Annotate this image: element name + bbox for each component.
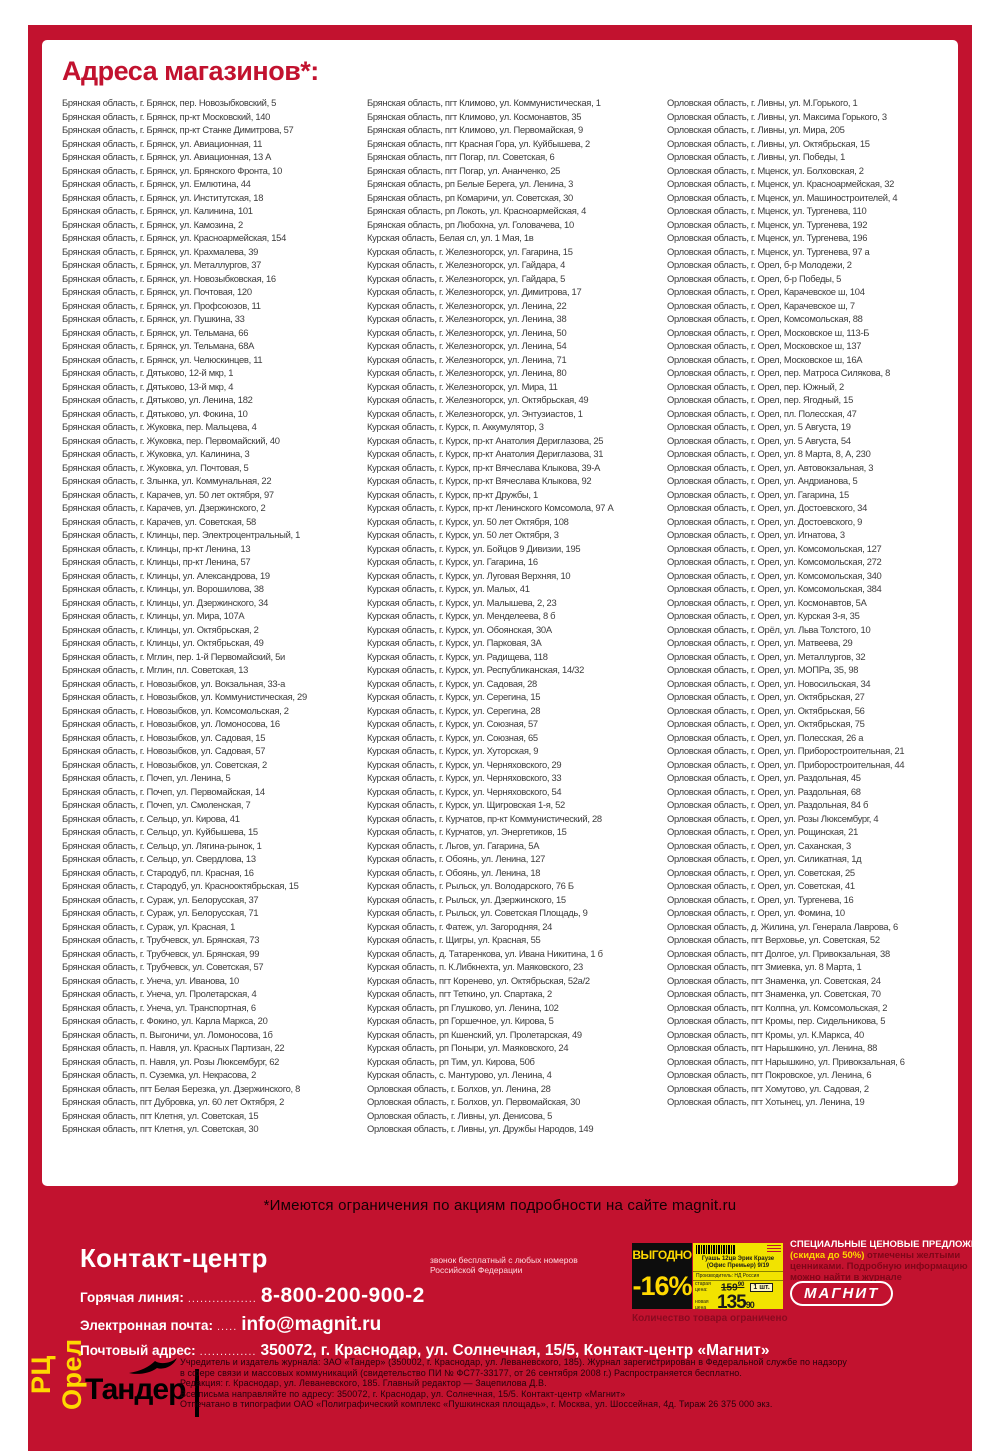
address-line: Брянская область, г. Брянск, ул. Емлютина, 44	[62, 178, 251, 189]
tag-new-price: 13590	[717, 1292, 754, 1309]
address-line: Брянская область, г. Унеча, ул. Транспортная, 6	[62, 1001, 256, 1013]
address-line: Брянская область, г. Сураж, ул. Белорусская, 71	[62, 907, 259, 918]
address-line: Брянская область, г. Мглин, пл. Советская, 13	[62, 664, 249, 675]
address-line: Брянская область, рп Локоть, ул. Красноармейская, 4	[367, 205, 587, 216]
address-line: Брянская область, г. Жуковка, ул. Почтовая, 5	[62, 461, 249, 473]
address-line: Орловская область, г. Орел, ул. Игнатова, 3	[667, 529, 845, 540]
email-address: info@magnit.ru	[241, 1314, 382, 1335]
hotline-label: Горячая линия:	[80, 1290, 184, 1305]
address-line: Орловская область, г. Орел, Московское ш, 113-Б	[667, 326, 870, 338]
tag-new-price-label: новая цена	[695, 1299, 709, 1309]
address-line: Брянская область, пгт Климово, ул. Космонавтов, 35	[367, 110, 582, 122]
address-line: Брянская область, г. Фокино, ул. Карла Маркса, 20	[62, 1015, 268, 1026]
address-line: Брянская область, г. Брянск, ул. Почтовая, 120	[62, 286, 252, 297]
address-column-2	[367, 96, 667, 1136]
address-line: Брянская область, г. Брянск, ул. Тельмана, 68А	[62, 340, 255, 351]
tag-old-price: $159^{90}$	[721, 1282, 745, 1294]
address-line: Орловская область, г. Ливны, ул. Победы, 1	[667, 151, 846, 162]
legal-line: Все письма направляйте по адресу: 350072, г. Краснодар, ул. Солнечная, 15/5. Контакт-центр «Магнит»	[180, 1388, 626, 1399]
address-line: Орловская область, г. Мценск, ул. Болховская, 2	[667, 164, 864, 176]
address-line: Орловская область, г. Орел, ул. Фомина, 10	[667, 907, 845, 918]
address-line: Орловская область, г. Орел, ул. Полесская, 26 а	[667, 731, 864, 743]
address-line: Брянская область, г. Брянск, ул. Институтская, 18	[62, 191, 264, 203]
address-line: Орловская область, г. Орел, ул. Космонавтов, 5А	[667, 596, 867, 608]
address-line: Брянская область, г. Клинцы, пер. Электроцентральный, 1	[62, 529, 301, 540]
address-line: Брянская область, пгт Погар, ул. Ананченко, 25	[367, 164, 561, 176]
address-line: Орловская область, г. Орел, б-р Молодежи, 2	[667, 259, 852, 270]
address-line: Брянская область, г. Брянск, ул. Пушкина, 33	[62, 313, 245, 324]
address-line: Орловская область, пгт Знаменка, ул. Советская, 70	[667, 988, 881, 999]
address-line: Орловская область, г. Орел, ул. Автовокзальная, 3	[667, 461, 874, 473]
email-label: Электронная почта:	[80, 1318, 213, 1333]
address-line: Курская область, г. Железногорск, ул. Ленина, 22	[367, 299, 567, 311]
address-line: Курская область, г. Курск, ул. Радищева, 118	[367, 650, 548, 662]
address-line: Курская область, г. Курск, ул. Щигровская 1-я, 52	[367, 799, 565, 810]
address-line: Орловская область, г. Орел, ул. Рощинская, 21	[667, 826, 858, 837]
address-line: Курская область, г. Курск, ул. Союзная, 57	[367, 718, 538, 729]
address-line: Орловская область, г. Орел, Московское ш, 137	[667, 340, 862, 351]
address-line: Орловская область, г. Орел, пер. Матроса Силякова, 8	[667, 367, 890, 378]
discount-badge-percent: -16%	[632, 1271, 692, 1301]
postal-label: Почтовый адрес:	[80, 1343, 196, 1358]
address-line: Брянская область, г. Брянск, ул. Авиационная, 13 А	[62, 151, 272, 162]
address-line: Брянская область, г. Клинцы, ул. Октябрьская, 2	[62, 623, 259, 635]
barcode-icon	[696, 1245, 736, 1254]
address-line: Брянская область, г. Брянск, ул. Авиационная, 11	[62, 137, 263, 149]
address-line: Брянская область, пгт Дубровка, ул. 60 лет Октября, 2	[62, 1096, 284, 1107]
address-line: Курская область, г. Обоянь, ул. Ленина, 18	[367, 866, 541, 878]
address-line: Брянская область, г. Дятьково, 13-й мкр, 4	[62, 380, 234, 392]
address-line: Брянская область, г. Трубчевск, ул. Советская, 57	[62, 961, 264, 972]
address-line: Курская область, пгт Теткино, ул. Спартака, 2	[367, 988, 552, 999]
address-line: Орловская область, г. Болхов, ул. Первомайская, 30	[367, 1096, 580, 1107]
address-line: Брянская область, пгт Красная Гора, ул. Куйбышева, 2	[367, 137, 590, 149]
address-line: Орловская область, г. Орел, ул. Достоевского, 34	[667, 502, 868, 513]
address-line: Орловская область, г. Орел, ул. Раздольная, 68	[667, 785, 861, 797]
address-line: Курская область, г. Курск, ул. Обоянская, 30А	[367, 623, 552, 635]
address-line: Курская область, рп Кшенский, ул. Пролетарская, 49	[367, 1028, 582, 1040]
address-line: Орловская область, г. Ливны, ул. Октябрьская, 15	[667, 137, 870, 149]
address-line: Курская область, г. Курск, п. Аккумулятор, 3	[367, 421, 544, 432]
special-offers-discount: (скидка до 50%)	[790, 1250, 868, 1261]
address-line: Брянская область, г. Почеп, ул. Ленина, 5	[62, 772, 231, 783]
address-line: Брянская область, г. Карачев, ул. Советская, 58	[62, 515, 256, 527]
address-line: Орловская область, г. Орел, ул. 5 Августа, 19	[667, 421, 851, 432]
address-line: Курская область, г. Железногорск, ул. Ленина, 54	[367, 340, 567, 351]
address-line: Курская область, рп Горшечное, ул. Кирова, 5	[367, 1015, 554, 1026]
address-line: Брянская область, пгт Погар, пл. Советская, 6	[367, 151, 555, 162]
address-line: Орловская область, г. Ливны, ул. Дружбы Народов, 149	[367, 1123, 594, 1134]
address-line: Курская область, г. Железногорск, ул. Ленина, 80	[367, 367, 567, 378]
address-line: Курская область, г. Железногорск, ул. Ленина, 50	[367, 326, 567, 338]
address-line: Брянская область, г. Трубчевск, ул. Брянская, 73	[62, 934, 260, 945]
address-line: Курская область, г. Курск, ул. Черняховского, 29	[367, 758, 562, 770]
address-line: Брянская область, г. Брянск, пр-кт Московский, 140	[62, 110, 271, 122]
address-line: Орловская область, д. Жилина, ул. Генерала Лаврова, 6	[667, 920, 898, 932]
address-line: Орловская область, г. Мценск, ул. Тургенева, 192	[667, 218, 868, 230]
address-line: Орловская область, г. Орел, Карачевское ш, 104	[667, 286, 865, 297]
address-line: Орловская область, г. Орел, ул. Саханская, 3	[667, 839, 851, 851]
address-line: Орловская область, пгт Колпна, ул. Комсомольская, 2	[667, 1001, 888, 1013]
address-line: Брянская область, г. Трубчевск, ул. Брянская, 99	[62, 947, 260, 959]
address-line: Курская область, рп Тим, ул. Кирова, 50б	[367, 1055, 535, 1067]
address-line: Орловская область, г. Орел, ул. 5 Августа, 54	[667, 434, 851, 446]
address-line: Брянская область, г. Злынка, ул. Коммунальная, 22	[62, 475, 272, 486]
address-line: Орловская область, г. Орел, ул. Розы Люксембург, 4	[667, 812, 879, 824]
address-line: Курская область, г. Курск, ул. Парковая, 3А	[367, 637, 542, 648]
address-line: Брянская область, г. Брянск, ул. Калинина, 101	[62, 205, 253, 216]
address-line: Орловская область, г. Орел, ул. Советская, 25	[667, 866, 855, 878]
address-line: Брянская область, г. Стародуб, ул. Краснооктябрьская, 15	[62, 880, 299, 891]
address-line: Курская область, с. Мантурово, ул. Ленина, 4	[367, 1069, 552, 1080]
special-offers-rest: отмечены желтыми ценниками. Подробную информацию можно найти в журнале	[790, 1250, 968, 1283]
address-line: Орловская область, пгт Долгое, ул. Привокзальная, 38	[667, 947, 890, 959]
address-line: Брянская область, рп Любохна, ул. Головачева, 10	[367, 218, 574, 230]
address-line: Брянская область, пгт Клетня, ул. Советская, 15	[62, 1109, 259, 1121]
address-line: Орловская область, г. Мценск, ул. Машиностроителей, 4	[667, 191, 898, 203]
address-line: Курская область, г. Железногорск, ул. Гайдара, 5	[367, 272, 566, 284]
address-line: Курская область, г. Рыльск, ул. Советская Площадь, 9	[367, 907, 588, 918]
tag-quantity: 1 шт.	[750, 1283, 772, 1292]
address-line: Курская область, г. Железногорск, ул. Гагарина, 15	[367, 245, 573, 257]
address-line: Брянская область, г. Унеча, ул. Пролетарская, 4	[62, 988, 257, 999]
address-line: Брянская область, пгт Климово, ул. Первомайская, 9	[367, 124, 583, 135]
address-line: Курская область, г. Курск, ул. Союзная, 65	[367, 731, 538, 743]
address-line: Брянская область, г. Жуковка, ул. Калинина, 3	[62, 448, 250, 459]
address-line: Орловская область, г. Мценск, ул. Тургенева, 110	[667, 205, 867, 216]
address-line: Курская область, п. К.Либкнехта, ул. Маяковского, 23	[367, 961, 583, 972]
address-line: Орловская область, г. Орел, ул. Приборостроительная, 21	[667, 745, 905, 756]
address-line: Орловская область, пгт Хомутово, ул. Садовая, 2	[667, 1082, 869, 1094]
free-call-note-line2: Российской Федерации	[430, 1265, 523, 1275]
address-line: Курская область, рп Поныри, ул. Маяковского, 24	[367, 1042, 569, 1053]
magnit-logo: МАГНИТ	[790, 1281, 893, 1306]
hotline-leader-dots: .................	[187, 1293, 257, 1305]
address-line: Курская область, г. Курск, пр-кт Вячеслава Клыкова, 39-А	[367, 461, 601, 473]
address-line: Брянская область, г. Мглин, пер. 1-й Первомайский, 5и	[62, 650, 285, 662]
address-line: Брянская область, пгт Клетня, ул. Советская, 30	[62, 1123, 259, 1134]
address-line: Брянская область, г. Новозыбков, ул. Садовая, 15	[62, 731, 266, 743]
address-line: Орловская область, г. Ливны, ул. Максима Горького, 3	[667, 110, 887, 122]
address-line: Орловская область, г. Орел, ул. Комсомольская, 272	[667, 556, 882, 567]
address-line: Брянская область, г. Брянск, ул. Профсоюзов, 11	[62, 299, 261, 311]
address-line: Брянская область, г. Клинцы, пр-кт Ленина, 57	[62, 556, 251, 567]
address-line: Курская область, г. Курчатов, ул. Энергетиков, 15	[367, 826, 567, 837]
address-line: Брянская область, г. Дятьково, ул. Ленина, 182	[62, 394, 253, 405]
address-line: Брянская область, г. Брянск, ул. Тельмана, 66	[62, 326, 249, 338]
address-line: Курская область, г. Курск, ул. Республиканская, 14/32	[367, 664, 584, 675]
address-line: Орловская область, г. Орел, ул. Тургенева, 16	[667, 893, 854, 905]
address-line: Курская область, г. Курск, ул. Малых, 41	[367, 583, 530, 594]
address-line: Брянская область, г. Новозыбков, ул. Комсомольская, 2	[62, 704, 289, 716]
address-line: Курская область, г. Обоянь, ул. Ленина, 127	[367, 853, 546, 864]
address-line: Орловская область, г. Мценск, ул. Красноармейская, 32	[667, 178, 895, 189]
address-line: Курская область, г. Курчатов, пр-кт Коммунистический, 28	[367, 812, 602, 824]
address-line: Орловская область, пгт Верховье, ул. Советская, 52	[667, 934, 880, 945]
postal-address: 350072, г. Краснодар, ул. Солнечная, 15/5, Контакт-центр «Магнит»	[260, 1342, 770, 1359]
address-line: Орловская область, г. Орел, ул. Андрианова, 5	[667, 475, 858, 486]
address-line: Брянская область, г. Сураж, ул. Красная, 1	[62, 920, 236, 932]
address-line: Курская область, г. Курск, ул. Серегина, 28	[367, 704, 541, 716]
address-line: Курская область, г. Льгов, ул. Гагарина, 5А	[367, 839, 540, 851]
address-line: Орловская область, пгт Нарышкино, ул. Привокзальная, 6	[667, 1055, 905, 1067]
address-line: Брянская область, п. Навля, ул. Розы Люксембург, 62	[62, 1055, 280, 1067]
address-line: Орловская область, г. Орел, Карачевское ш, 7	[667, 299, 855, 311]
address-line: Орловская область, г. Орел, Московское ш, 16А	[667, 353, 863, 365]
special-offers-title: СПЕЦИАЛЬНЫЕ ЦЕНОВЫЕ ПРЕДЛОЖЕНИЯ	[790, 1239, 998, 1250]
free-call-note	[430, 1255, 600, 1275]
address-line: Орловская область, г. Орел, ул. Комсомольская, 340	[667, 569, 882, 581]
address-line: Орловская область, г. Орел, ул. Октябрьская, 56	[667, 704, 865, 716]
address-line: Брянская область, г. Новозыбков, ул. Ломоносова, 16	[62, 718, 280, 729]
address-line: Брянская область, г. Клинцы, ул. Ворошилова, 38	[62, 583, 264, 594]
tag-product-name: Гуашь 12цв Эрик Краузе (Офис Премьер) 9/19	[701, 1256, 775, 1269]
address-line: Орловская область, г. Ливны, ул. Денисова, 5	[367, 1109, 553, 1121]
address-line: Брянская область, п. Суземка, ул. Некрасова, 2	[62, 1069, 257, 1080]
address-line: Курская область, г. Курск, ул. Луговая Верхняя, 10	[367, 569, 571, 581]
address-line: Орловская область, г. Орел, ул. Раздольная, 45	[667, 772, 861, 783]
address-line: Орловская область, пгт Кромы, ул. К.Маркса, 40	[667, 1028, 864, 1040]
address-line: Брянская область, г. Брянск, ул. Камозина, 2	[62, 218, 243, 230]
address-line: Орловская область, г. Орёл, ул. Льва Толстого, 10	[667, 623, 871, 635]
address-line: Курская область, г. Курск, пр-кт Ленинского Комсомола, 97 А	[367, 502, 614, 513]
address-line: Брянская область, г. Сельцо, ул. Куйбышева, 15	[62, 826, 258, 837]
address-line: Орловская область, г. Орел, пер. Южный, 2	[667, 380, 844, 392]
address-line: Орловская область, г. Орел, ул. Советская, 41	[667, 880, 855, 891]
address-line: Брянская область, г. Дятьково, ул. Фокина, 10	[62, 407, 248, 419]
discount-badge	[632, 1243, 692, 1309]
tag-producer: Производитель: НД Россия	[693, 1271, 783, 1281]
address-line: Курская область, г. Курск, пр-кт Анатолия Дериглазова, 31	[367, 448, 604, 459]
special-offers-text	[790, 1239, 1000, 1283]
address-line: Орловская область, пгт Покровское, ул. Ленина, 6	[667, 1069, 872, 1080]
hotline-phone-number: 8-800-200-900-2	[260, 1284, 425, 1307]
address-line: Брянская область, г. Сельцо, ул. Свердлова, 13	[62, 853, 256, 864]
address-line: Курская область, г. Железногорск, ул. Октябрьская, 49	[367, 394, 589, 405]
address-line: Орловская область, г. Ливны, ул. Мира, 205	[667, 124, 845, 135]
address-line: Курская область, рп Глушково, ул. Ленина, 102	[367, 1001, 559, 1013]
address-line: Орловская область, г. Мценск, ул. Тургенева, 97 а	[667, 245, 870, 257]
address-line: Курская область, Белая сл, ул. 1 Мая, 1в	[367, 232, 534, 243]
address-line: Брянская область, г. Брянск, ул. Красноармейская, 154	[62, 232, 287, 243]
address-line: Курская область, г. Щигры, ул. Красная, 55	[367, 934, 541, 945]
address-line: Орловская область, г. Орел, ул. МОПРа, 35, 98	[667, 664, 859, 675]
address-line: Курская область, г. Курск, ул. 50 лет Октября, 108	[367, 515, 569, 527]
address-line: Орловская область, г. Болхов, ул. Ленина, 28	[367, 1082, 551, 1094]
discount-badge-word: ВЫГОДНО	[632, 1248, 692, 1262]
address-line: Курская область, пгт Коренево, ул. Октябрьская, 52а/2	[367, 974, 590, 986]
address-line: Брянская область, г. Жуковка, пер. Первомайский, 40	[62, 434, 280, 446]
address-line: Орловская область, г. Орел, ул. 8 Марта, 8, А, 230	[667, 448, 871, 459]
address-line: Орловская область, г. Мценск, ул. Тургенева, 196	[667, 232, 868, 243]
address-line: Брянская область, г. Брянск, пер. Новозыбковский, 5	[62, 97, 277, 108]
tag-old-price-label: старая цена:	[695, 1281, 711, 1293]
address-line: Орловская область, г. Орел, ул. Достоевского, 9	[667, 515, 863, 527]
tander-bird-icon	[127, 1357, 179, 1377]
address-line: Курская область, г. Курск, ул. Черняховского, 33	[367, 772, 562, 783]
address-line: Курская область, г. Фатеж, ул. Загородняя, 24	[367, 920, 553, 932]
address-line: Курская область, г. Железногорск, ул. Энтузиастов, 1	[367, 407, 583, 419]
address-line: Брянская область, пгт Климово, ул. Коммунистическая, 1	[367, 97, 601, 108]
address-line: Орловская область, пгт Знаменка, ул. Советская, 24	[667, 974, 881, 986]
address-line: Орловская область, г. Орел, пл. Полесская, 47	[667, 407, 857, 419]
address-line: Брянская область, г. Новозыбков, ул. Садовая, 57	[62, 745, 266, 756]
address-line: Орловская область, г. Орел, ул. Курская 3-я, 35	[667, 610, 860, 621]
address-line: Орловская область, пгт Кромы, пер. Сидельникова, 5	[667, 1015, 886, 1026]
rc-orel-label: РЦ Орел	[26, 1338, 87, 1411]
address-line: Курская область, г. Курск, пр-кт Дружбы, 1	[367, 488, 538, 500]
address-line: Брянская область, г. Клинцы, ул. Мира, 107А	[62, 610, 245, 621]
address-line: Брянская область, г. Карачев, ул. Дзержинского, 2	[62, 502, 266, 513]
address-line: Брянская область, пгт Белая Березка, ул. Дзержинского, 8	[62, 1082, 301, 1094]
address-line: Курская область, г. Курск, пр-кт Анатолия Дериглазова, 25	[367, 434, 604, 446]
address-line: Курская область, г. Курск, пр-кт Вячеслава Клыкова, 92	[367, 475, 592, 486]
address-line: Орловская область, г. Ливны, ул. М.Горького, 1	[667, 97, 858, 108]
address-line: Орловская область, г. Орел, ул. Октябрьская, 27	[667, 691, 865, 702]
contact-center-heading: Контакт-центр	[80, 1243, 268, 1273]
address-line: Орловская область, г. Орел, ул. Октябрьская, 75	[667, 718, 865, 729]
restrictions-note: *Имеются ограничения по акциям подробности на сайте magnit.ru	[263, 1197, 737, 1214]
address-line: Курская область, г. Рыльск, ул. Дзержинского, 15	[367, 893, 566, 905]
address-line: Брянская область, г. Клинцы, ул. Октябрьская, 49	[62, 637, 264, 648]
address-line: Орловская область, г. Орел, ул. Комсомольская, 384	[667, 583, 882, 594]
limited-quantity-note: Количество товара ограничено	[632, 1313, 788, 1324]
tag-new-price-row	[693, 1294, 783, 1309]
legal-line: в сфере связи и массовых коммуникаций (свидетельство ПИ № ФС77-33177, от 26 сентября 2008 г.) Распространяется бесплатно.	[180, 1367, 742, 1378]
address-line: Курская область, г. Курск, ул. Малышева, 2, 23	[367, 596, 557, 608]
yellow-price-tag	[693, 1243, 783, 1309]
addresses-panel	[42, 40, 958, 1186]
address-line: Брянская область, г. Новозыбков, ул. Вокзальная, 33-а	[62, 677, 286, 689]
address-line: Орловская область, г. Орел, Комсомольская, 88	[667, 313, 863, 324]
address-line: Орловская область, г. Орел, ул. Матвеева, 29	[667, 637, 853, 648]
legal-line: Учредитель и издатель журнала: ЗАО «Тандер» (350002, г. Краснодар, ул. Леваневского, 185). Журнал зарегистрирован в Федеральной службе по надзору	[180, 1357, 848, 1367]
tag-corner-mark	[767, 1245, 781, 1254]
address-line: Брянская область, г. Брянск, ул. Металлургов, 37	[62, 259, 262, 270]
red-frame	[26, 25, 998, 1451]
address-line: Орловская область, пгт Хотынец, ул. Ленина, 19	[667, 1096, 865, 1107]
free-call-note-line1: звонок бесплатный с любых номеров	[430, 1255, 578, 1265]
address-column-3	[667, 96, 955, 1136]
address-line: Курская область, г. Железногорск, ул. Ленина, 38	[367, 313, 567, 324]
address-line: Брянская область, г. Карачев, ул. 50 лет октября, 97	[62, 488, 274, 500]
address-line: Брянская область, г. Унеча, ул. Иванова, 10	[62, 974, 239, 986]
address-line: Курская область, г. Курск, ул. Гагарина, 16	[367, 556, 538, 567]
address-line: Курская область, г. Курск, ул. Бойцов 9 Дивизии, 195	[367, 542, 581, 554]
address-line: Брянская область, г. Новозыбков, ул. Коммунистическая, 29	[62, 691, 307, 702]
address-line: Орловская область, г. Орел, б-р Победы, 5	[667, 272, 842, 284]
address-line: Орловская область, г. Орел, ул. Силикатная, 1д	[667, 853, 862, 864]
address-line: Брянская область, г. Сельцо, ул. Лягина-рынок, 1	[62, 839, 262, 851]
legal-line: Редакция: г. Краснодар, ул. Леваневского, 185. Главный редактор — Зацепилова Д.В.	[180, 1378, 547, 1388]
address-line: Курская область, г. Курск, ул. Серегина, 15	[367, 691, 541, 702]
address-line: Брянская область, г. Дятьково, 12-й мкр, 1	[62, 367, 234, 378]
address-line: Брянская область, г. Брянск, ул. Новозыбковская, 16	[62, 272, 276, 284]
address-line: Брянская область, г. Жуковка, пер. Мальцева, 4	[62, 421, 257, 432]
address-line: Брянская область, г. Клинцы, ул. Александрова, 19	[62, 569, 270, 581]
address-line: Брянская область, п. Навля, ул. Красных Партизан, 22	[62, 1042, 285, 1053]
address-line: Орловская область, г. Орел, ул. Раздольная, 84 б	[667, 799, 869, 810]
address-line: Курская область, г. Курск, ул. Хуторская, 9	[367, 745, 539, 756]
address-line: Орловская область, г. Орел, ул. Металлургов, 32	[667, 650, 866, 662]
address-line: Брянская область, г. Брянск, ул. Брянского Фронта, 10	[62, 164, 283, 176]
address-line: Курская область, д. Татаренкова, ул. Ивана Никитина, 1 б	[367, 947, 603, 959]
address-line: Курская область, г. Курск, ул. Черняховского, 54	[367, 785, 562, 797]
address-line: Брянская область, г. Новозыбков, ул. Советская, 2	[62, 758, 267, 770]
address-line: Брянская область, рп Комаричи, ул. Советская, 30	[367, 191, 573, 203]
address-line: Орловская область, пгт Нарышкино, ул. Ленина, 88	[667, 1042, 878, 1053]
address-line: Брянская область, п. Выгоничи, ул. Ломоносова, 1б	[62, 1028, 273, 1040]
address-line: Курская область, г. Железногорск, ул. Гайдара, 4	[367, 259, 566, 270]
address-line: Брянская область, г. Сураж, ул. Белорусская, 37	[62, 893, 259, 905]
email-leader-dots: .....	[217, 1321, 238, 1333]
address-line: Курская область, г. Курск, ул. Садовая, 28	[367, 677, 537, 689]
address-line: Брянская область, г. Почеп, ул. Первомайская, 14	[62, 785, 265, 797]
address-line: Брянская область, г. Стародуб, пл. Красная, 16	[62, 866, 254, 878]
address-line: Орловская область, г. Орел, ул. Комсомольская, 127	[667, 542, 882, 554]
postal-leader-dots: ..............	[199, 1346, 257, 1358]
address-line: Курская область, г. Рыльск, ул. Володарского, 76 Б	[367, 880, 574, 891]
address-line: Курская область, г. Курск, ул. Менделеева, 8 б	[367, 610, 556, 621]
address-line: Орловская область, г. Орел, ул. Приборостроительная, 44	[667, 758, 905, 770]
address-line: Брянская область, г. Сельцо, ул. Кирова, 41	[62, 812, 240, 824]
address-line: Курская область, г. Железногорск, ул. Ленина, 71	[367, 353, 567, 365]
address-line: Орловская область, г. Орел, пер. Ягодный, 15	[667, 394, 853, 405]
address-line: Брянская область, г. Почеп, ул. Смоленская, 7	[62, 799, 251, 810]
address-line: Курская область, г. Курск, ул. 50 лет Октября, 3	[367, 529, 559, 540]
address-line: Курская область, г. Железногорск, ул. Димитрова, 17	[367, 286, 582, 297]
address-columns	[62, 96, 955, 1136]
address-line: Брянская область, г. Клинцы, пр-кт Ленина, 13	[62, 542, 251, 554]
tander-logo-text: Тандер	[85, 1373, 186, 1406]
address-line: Орловская область, г. Орел, ул. Гагарина, 15	[667, 488, 849, 500]
address-line: Орловская область, г. Орел, ул. Новосильская, 34	[667, 677, 871, 689]
address-line: Орловская область, пгт Змиевка, ул. 8 Марта, 1	[667, 961, 862, 972]
page-title: Адреса магазинов*:	[62, 56, 319, 86]
address-line: Брянская область, г. Брянск, пр-кт Станке Димитрова, 57	[62, 124, 294, 135]
legal-line: Отпечатано в типографии ОАО «Полиграфический комплекс «Пушкинская площадь», г. Москва, ул. Шоссейная, 4д. Тираж 26 375 000 экз.	[180, 1399, 773, 1409]
address-line: Брянская область, рп Белые Берега, ул. Ленина, 3	[367, 178, 574, 189]
legal-text	[180, 1357, 920, 1410]
address-line: Брянская область, г. Брянск, ул. Крахмалева, 39	[62, 245, 259, 257]
address-line: Курская область, г. Железногорск, ул. Мира, 11	[367, 380, 558, 392]
address-column-1	[62, 96, 367, 1136]
address-line: Брянская область, г. Брянск, ул. Челюскинцев, 11	[62, 353, 263, 365]
address-line: Брянская область, г. Клинцы, ул. Дзержинского, 34	[62, 596, 269, 608]
